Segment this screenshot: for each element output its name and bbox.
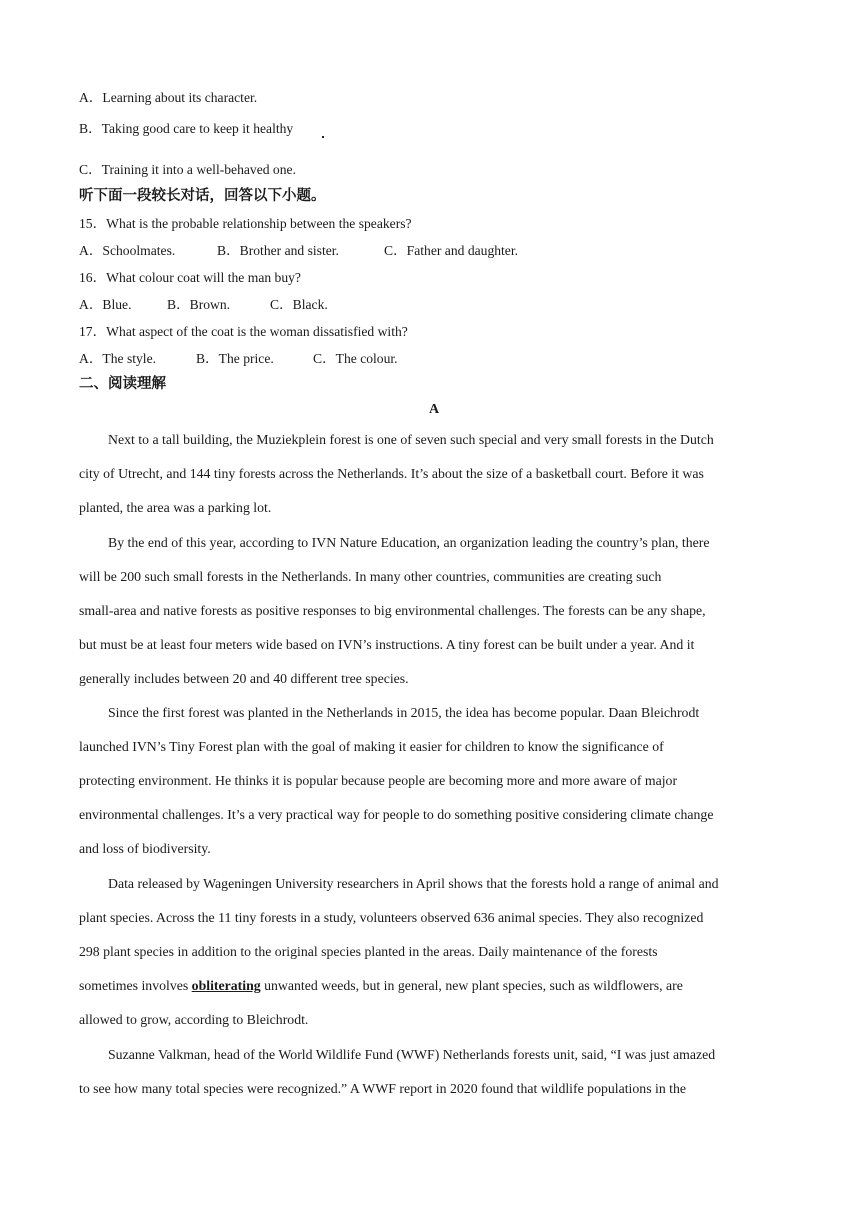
passage-line: 298 plant species in addition to the original species planted in the areas. Daily maintenance of the forests	[79, 944, 658, 959]
q15-option-a: A．Schoolmates.	[79, 243, 176, 258]
passage-line: will be 200 such small forests in the Netherlands. In many other countries, communities are creating such	[79, 569, 662, 584]
passage-text: sometimes involves	[79, 978, 192, 993]
passage-line: By the end of this year, according to IVN Nature Education, an organization leading the country’s plan, there	[108, 535, 710, 550]
passage-line: Since the first forest was planted in the Netherlands in 2015, the idea has become popular. Daan Bleichrodt	[108, 705, 700, 720]
q17-question: 17．What aspect of the coat is the woman dissatisfied with?	[79, 324, 408, 339]
passage-line: planted, the area was a parking lot.	[79, 500, 272, 515]
passage-line: small-area and native forests as positive responses to big environmental challenges. The forests can be any shape,	[79, 603, 706, 618]
q17-option-c: C．The colour.	[313, 351, 398, 366]
q14-option-b: B．Taking good care to keep it healthy	[79, 121, 294, 136]
q16-option-b: B．Brown.	[167, 297, 231, 312]
section-reading-heading: 二、阅读理解	[79, 376, 166, 392]
underlined-keyword: obliterating	[191, 978, 261, 993]
passage-line: allowed to grow, according to Bleichrodt.	[79, 1012, 309, 1027]
q16-option-a: A．Blue.	[79, 297, 132, 312]
passage-line: plant species. Across the 11 tiny forests in a study, volunteers observed 636 animal species. They also recognized	[79, 910, 704, 925]
q16-option-c: C．Black.	[270, 297, 328, 312]
passage-text: unwanted weeds, but in general, new plant species, such as wildflowers, are	[260, 978, 683, 993]
q16-question: 16．What colour coat will the man buy?	[79, 270, 301, 285]
q14-option-a: A．Learning about its character.	[79, 90, 258, 105]
q15-question: 15．What is the probable relationship between the speakers?	[79, 216, 412, 231]
q15-option-c: C．Father and daughter.	[384, 243, 519, 258]
passage-title: A	[428, 402, 440, 417]
stray-dot	[322, 136, 324, 138]
q17-option-a: A．The style.	[79, 351, 157, 366]
section-listening-heading: 听下面一段较长对话，回答以下小题。	[79, 188, 326, 204]
passage-line: Data released by Wageningen University researchers in April shows that the forests hold a range of animal and	[108, 876, 719, 891]
passage-line: Next to a tall building, the Muziekplein forest is one of seven such special and very small forests in the Dutch	[108, 432, 714, 447]
q15-option-b: B．Brother and sister.	[217, 243, 339, 258]
q17-option-b: B．The price.	[196, 351, 274, 366]
passage-line: but must be at least four meters wide based on IVN’s instructions. A tiny forest can be built under a year. And it	[79, 637, 695, 652]
passage-line: environmental challenges. It’s a very practical way for people to do something positive considering climate change	[79, 807, 714, 822]
q14-option-c: C．Training it into a well-behaved one.	[79, 162, 296, 177]
passage-line: launched IVN’s Tiny Forest plan with the goal of making it easier for children to know the significance of	[79, 739, 664, 754]
passage-line: city of Utrecht, and 144 tiny forests across the Netherlands. It’s about the size of a basketball court. Before it was	[79, 466, 704, 481]
passage-line: Suzanne Valkman, head of the World Wildlife Fund (WWF) Netherlands forests unit, said, “I was just amazed	[108, 1047, 716, 1062]
passage-line: to see how many total species were recognized.” A WWF report in 2020 found that wildlife populations in the	[79, 1081, 687, 1096]
passage-line: protecting environment. He thinks it is popular because people are becoming more and more aware of major	[79, 773, 678, 788]
passage-line: generally includes between 20 and 40 different tree species.	[79, 671, 409, 686]
passage-line: and loss of biodiversity.	[79, 841, 211, 856]
passage-line-with-keyword	[79, 978, 789, 994]
